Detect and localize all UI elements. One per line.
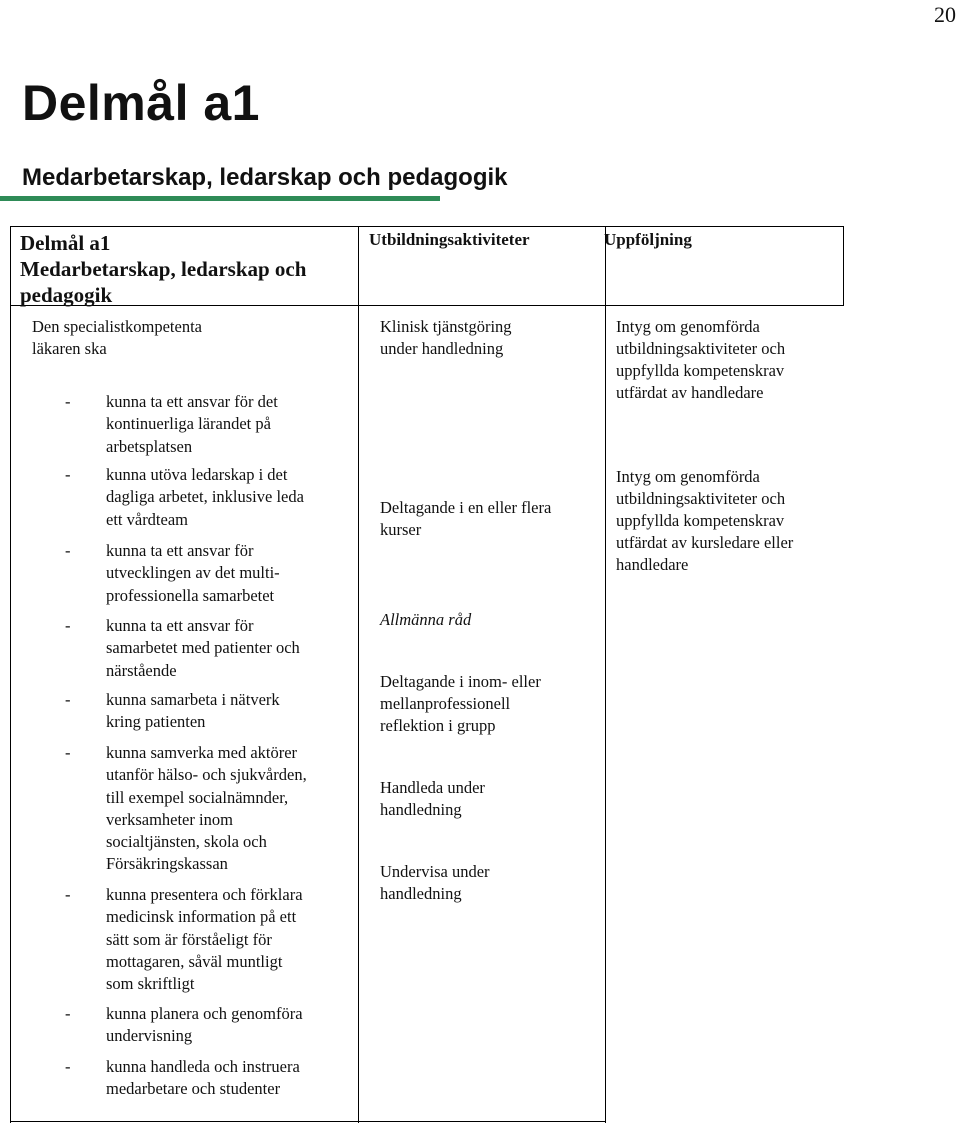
- intro-text-line1: Den specialistkompetenta: [32, 317, 202, 336]
- list-item: - kunna presentera och förklara medicinsk information på ett sätt som är förståeligt för mottagaren, såväl muntligt som skriftligt: [65, 885, 303, 994]
- page-title: Delmål a1: [22, 75, 260, 131]
- header-followup: Uppföljning: [604, 230, 692, 249]
- list-item: - kunna planera och genomföra undervisning: [65, 1004, 303, 1046]
- page-number: 20: [934, 2, 956, 27]
- accent-rule: [0, 196, 440, 201]
- intro-text-line2: läkaren ska: [32, 339, 107, 358]
- list-item: - kunna utöva ledarskap i det dagliga arbetet, inklusive leda ett vårdteam: [65, 465, 304, 529]
- list-item: - kunna samarbeta i nätverk kring patienten: [65, 690, 280, 732]
- list-item: - kunna samverka med aktörer utanför hälso- och sjukvården, till exempel socialnämnder, verksamheter inom socialtjänsten, skola och Försäkringskassan: [65, 743, 307, 874]
- list-item: - kunna handleda och instruera medarbetare och studenter: [65, 1057, 300, 1099]
- header-goal-line2: Medarbetarskap, ledarskap och: [20, 257, 307, 281]
- header-goal-line3: pedagogik: [20, 283, 113, 307]
- list-item: - kunna ta ett ansvar för utvecklingen av det multi- professionella samarbetet: [65, 541, 280, 605]
- list-item: - kunna ta ett ansvar för samarbetet med patienter och närstående: [65, 616, 300, 680]
- header-activities: Utbildningsaktiviteter: [369, 230, 530, 249]
- general-advice-heading: Allmänna råd: [380, 610, 472, 629]
- list-item: - kunna ta ett ansvar för det kontinuerliga lärandet på arbetsplatsen: [65, 392, 278, 456]
- header-goal-line1: Delmål a1: [20, 231, 111, 255]
- page-subtitle: Medarbetarskap, ledarskap och pedagogik: [22, 164, 508, 191]
